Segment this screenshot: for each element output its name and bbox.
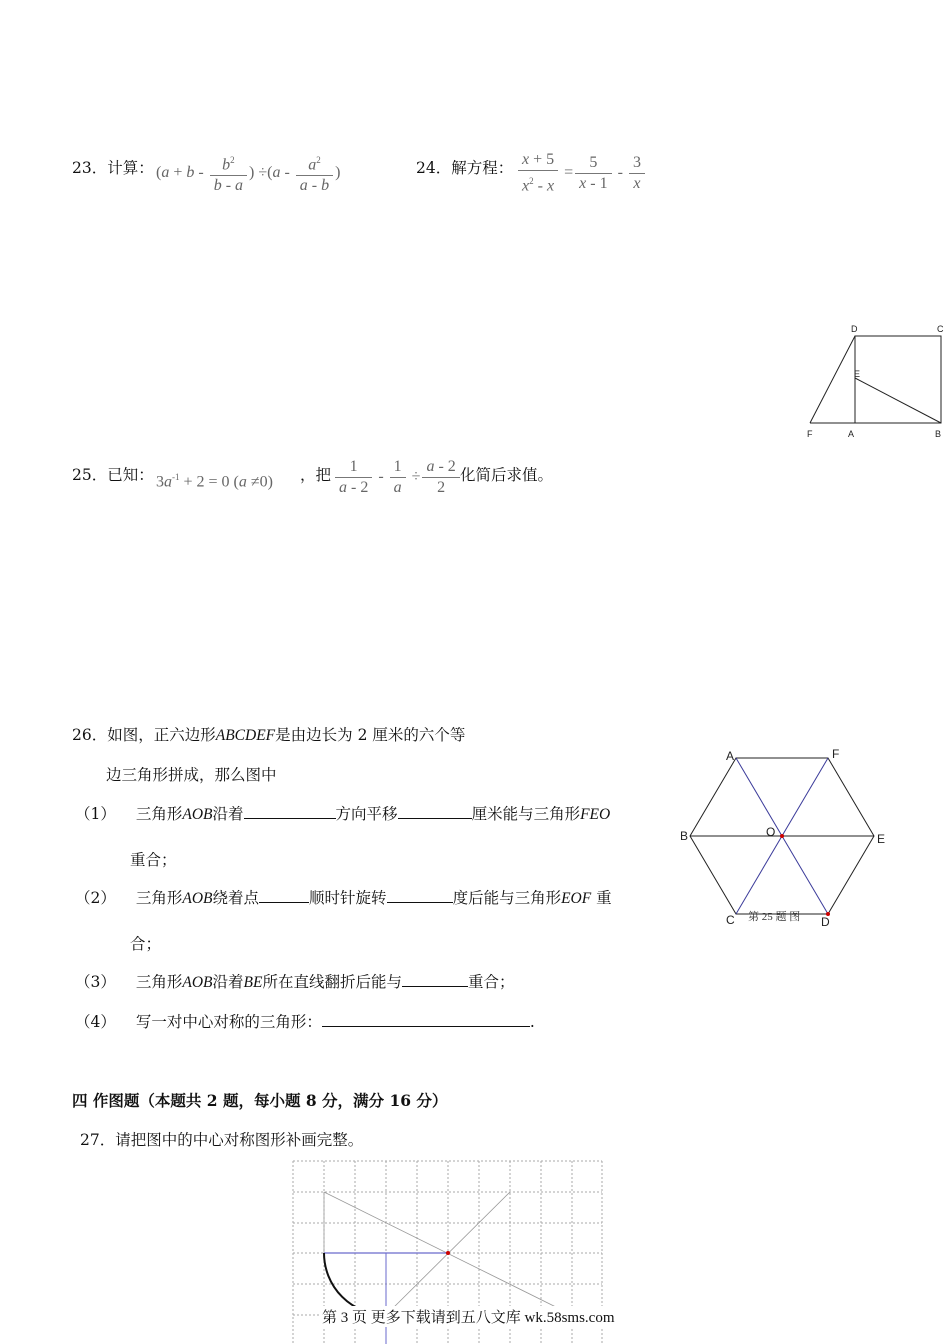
q25-expression: $\frac{1}{a - 2}$ - $\frac{1}{a}$ ÷ $\frac{a - 2}{2}$: [333, 457, 462, 498]
q26-line2: 边三角形拼成，那么图中: [106, 766, 277, 784]
hex-label-C: C: [726, 913, 735, 927]
label-D: D: [851, 324, 858, 334]
label-C: C: [937, 324, 944, 334]
q27-text: 27．请把图中的中心对称图形补画完整。: [80, 1131, 364, 1149]
hex-label-A: A: [726, 749, 735, 763]
blank-degree[interactable]: [387, 888, 453, 903]
q25-condition: $3a^{-1} + 2 = 0$ (a ≠0): [156, 472, 273, 491]
q26-sub1: （1） 三角形AOB沿着 方向平移 厘米能与三角形FEO: [75, 805, 611, 823]
q25-mid: ，把: [300, 466, 332, 484]
q25-tail: 化简后求值。: [460, 466, 554, 484]
hex-label-E: E: [877, 832, 886, 846]
center-dot: [780, 834, 784, 838]
q26-sub3: （3） 三角形AOB沿着BE所在直线翻折后能与 重合；: [75, 973, 515, 991]
q26-sub1-end: 重合；: [130, 851, 177, 869]
q26-sub2: （2） 三角形AOB绕着点 顺时针旋转 度后能与三角形EOF 重: [75, 889, 612, 907]
q24-label: 24．解方程：: [416, 159, 514, 177]
q24-equation: $\frac{x + 5}{x^2 - x}$ = $\frac{5}{x - 1}$ - $\frac{3}{x}$: [516, 150, 647, 196]
hex-caption: 第 25 题 图: [748, 911, 801, 923]
page-footer: 第 3 页 更多下载请到五八文库 wk.58sms.com: [320, 1306, 617, 1327]
hex-label-O: O: [766, 825, 776, 839]
hex-label-D: D: [821, 915, 830, 929]
q25-label: 25．已知：: [72, 466, 154, 484]
blank-direction[interactable]: [244, 804, 336, 819]
label-A: A: [848, 429, 855, 439]
blank-triangle[interactable]: [402, 972, 468, 987]
blank-distance[interactable]: [398, 804, 472, 819]
section4-title: 四 作图题（本题共 2 题，每小题 8 分，满分 16 分）: [72, 1091, 448, 1110]
hex-label-B: B: [680, 829, 689, 843]
q23-label: 23．计算：: [72, 159, 154, 177]
blank-point[interactable]: [259, 888, 309, 903]
q26-line1: 26．如图，正六边形ABCDEF是由边长为 2 厘米的六个等: [72, 726, 466, 744]
hex-label-F: F: [832, 747, 840, 761]
blank-symmetric-pair[interactable]: [322, 1012, 530, 1027]
label-B: B: [935, 429, 942, 439]
q26-sub2-end: 合；: [130, 935, 162, 953]
hexagon-figure: [676, 740, 896, 945]
q23-expression: (a + b - $\frac{b^2}{b - a}$ ) ÷(a - $\frac{a^2}{a - b}$ ): [156, 150, 340, 196]
label-F: F: [807, 429, 813, 439]
q26-sub4: （4） 写一对中心对称的三角形： .: [75, 1013, 535, 1031]
square-figure: [800, 318, 950, 446]
label-E: E: [854, 369, 861, 379]
